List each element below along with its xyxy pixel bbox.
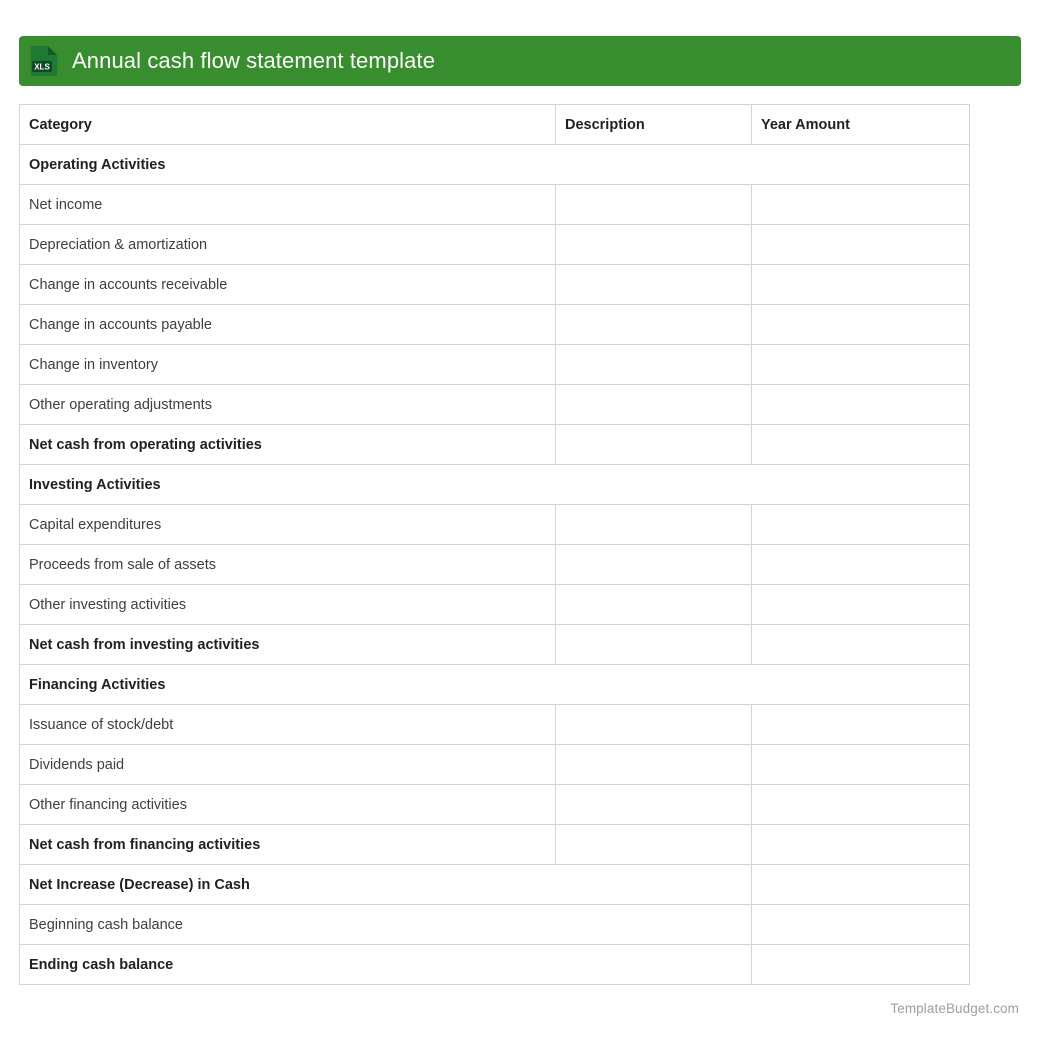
table-row [20, 785, 970, 825]
table-section-row [20, 665, 970, 705]
table-row [20, 265, 970, 305]
table-header-row [20, 105, 970, 145]
row-amount-cell[interactable] [752, 225, 970, 265]
row-description-cell[interactable] [556, 305, 752, 345]
table-row [20, 225, 970, 265]
row-amount-cell[interactable] [752, 785, 970, 825]
row-amount-cell[interactable] [752, 545, 970, 585]
row-label: Change in accounts receivable [20, 265, 556, 305]
column-header-description: Description [556, 105, 752, 145]
row-label: Other investing activities [20, 585, 556, 625]
row-amount-cell[interactable] [752, 385, 970, 425]
table-row [20, 385, 970, 425]
row-amount-cell[interactable] [752, 265, 970, 305]
table-body [20, 145, 970, 985]
row-amount-cell[interactable] [752, 345, 970, 385]
table-section-row [20, 145, 970, 185]
row-description-cell[interactable] [556, 545, 752, 585]
row-label: Issuance of stock/debt [20, 705, 556, 745]
row-label: Net cash from investing activities [20, 625, 556, 665]
row-description-cell[interactable] [556, 505, 752, 545]
row-description-cell[interactable] [556, 185, 752, 225]
row-label: Beginning cash balance [20, 905, 752, 945]
site-attribution: TemplateBudget.com [890, 1001, 1019, 1016]
row-amount-cell[interactable] [752, 305, 970, 345]
row-label: Net cash from operating activities [20, 425, 556, 465]
row-label: Proceeds from sale of assets [20, 545, 556, 585]
row-label: Net cash from financing activities [20, 825, 556, 865]
table-head [20, 105, 970, 145]
row-description-cell[interactable] [556, 825, 752, 865]
row-label: Change in accounts payable [20, 305, 556, 345]
row-description-cell[interactable] [556, 225, 752, 265]
table-row [20, 625, 970, 665]
row-amount-cell[interactable] [752, 705, 970, 745]
table-row [20, 585, 970, 625]
row-label: Change in inventory [20, 345, 556, 385]
table-row [20, 705, 970, 745]
row-amount-cell[interactable] [752, 585, 970, 625]
row-amount-cell[interactable] [752, 505, 970, 545]
table-summary-row [20, 865, 970, 905]
table-row [20, 345, 970, 385]
row-label: Dividends paid [20, 745, 556, 785]
section-label: Financing Activities [20, 665, 970, 705]
document-title-banner [19, 36, 1021, 86]
table-row [20, 425, 970, 465]
row-amount-cell[interactable] [752, 825, 970, 865]
section-label: Operating Activities [20, 145, 970, 185]
row-label: Other financing activities [20, 785, 556, 825]
section-label: Investing Activities [20, 465, 970, 505]
row-label: Depreciation & amortization [20, 225, 556, 265]
row-label: Capital expenditures [20, 505, 556, 545]
cash-flow-table [19, 104, 970, 985]
table-summary-row [20, 945, 970, 985]
row-amount-cell[interactable] [752, 865, 970, 905]
column-header-amount: Year Amount [752, 105, 970, 145]
table-row [20, 825, 970, 865]
table-row [20, 185, 970, 225]
column-header-category: Category [20, 105, 556, 145]
row-description-cell[interactable] [556, 785, 752, 825]
row-description-cell[interactable] [556, 745, 752, 785]
page-title: Annual cash flow statement template [72, 48, 436, 73]
row-description-cell[interactable] [556, 385, 752, 425]
table-row [20, 545, 970, 585]
row-description-cell[interactable] [556, 625, 752, 665]
row-amount-cell[interactable] [752, 185, 970, 225]
table-row [20, 305, 970, 345]
row-label: Ending cash balance [20, 945, 752, 985]
row-label: Net income [20, 185, 556, 225]
xls-file-icon [30, 45, 58, 77]
row-amount-cell[interactable] [752, 905, 970, 945]
row-description-cell[interactable] [556, 345, 752, 385]
row-amount-cell[interactable] [752, 425, 970, 465]
row-amount-cell[interactable] [752, 945, 970, 985]
row-amount-cell[interactable] [752, 745, 970, 785]
row-description-cell[interactable] [556, 705, 752, 745]
row-description-cell[interactable] [556, 585, 752, 625]
svg-text:XLS: XLS [34, 62, 50, 72]
row-label: Net Increase (Decrease) in Cash [20, 865, 752, 905]
row-description-cell[interactable] [556, 425, 752, 465]
row-label: Other operating adjustments [20, 385, 556, 425]
table-row [20, 505, 970, 545]
table-summary-row [20, 905, 970, 945]
table-section-row [20, 465, 970, 505]
table-row [20, 745, 970, 785]
row-amount-cell[interactable] [752, 625, 970, 665]
row-description-cell[interactable] [556, 265, 752, 305]
